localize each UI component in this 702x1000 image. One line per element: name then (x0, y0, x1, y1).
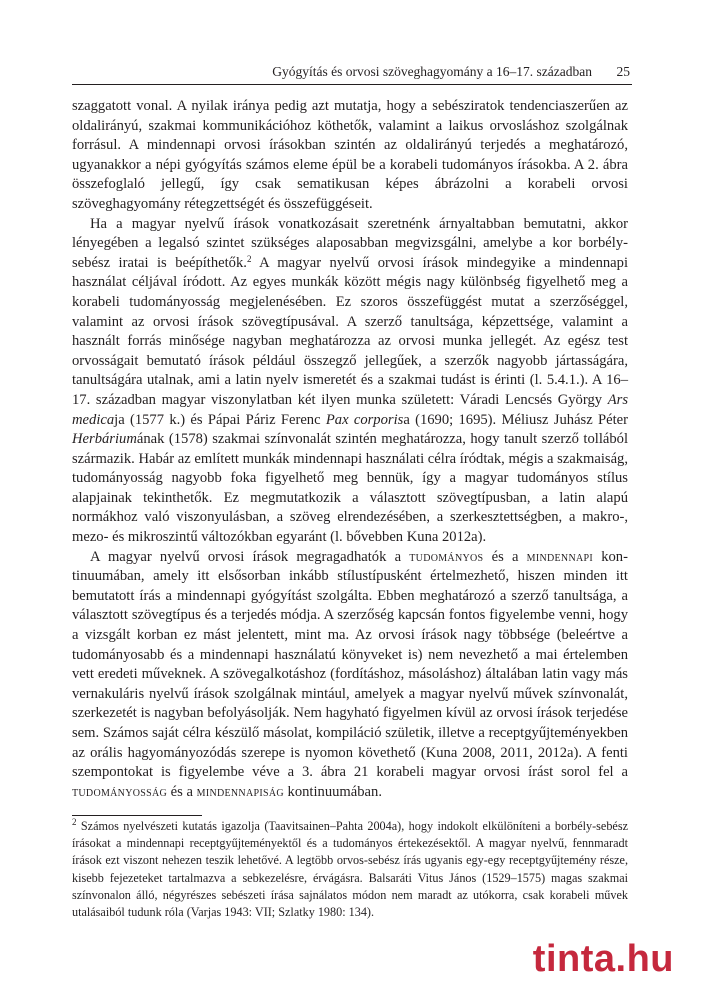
footnote-text: Számos nyelvészeti kutatás igazolja (Taavitsainen–Pahta 2004a), hogy indokolt elkülöníteni a borbély-sebész írásokat a mindennapi receptgyűjteményektől és a tudományos értekezésektől. A magyar nyelvű, fennmaradt írások ezt viszont nehezen teszik lehetővé. A legtöbb orvos-sebész írás ugyanis egy-egy receptgyűjtemény része, kisebb fejezeteket tartalmazva a sebkezelésre, érvágásra. Balsaráti Vitus János (1529–1575) magas szakmai színvonalon álló, négyrészes sebészeti írása sajnálatos módon nem maradt az utókorra, csak korabeli művek utalásaiból tudunk róla (Varjas 1943: VII; Szlatky 1980: 134). (72, 819, 628, 920)
paragraph-3-text-d: és a (167, 783, 197, 800)
term-mindennapi: mindennapi (526, 548, 593, 565)
paragraph-2-text-e: ának (1578) szakmai színvonalát szintén meghatározza, hogy tanult szerző tollából származik. Habár az említett munkák mindennapi használati célra íródtak, mégis a szakmaiság, tudományosság nagyobb foka figyelhető meg bennük, így a magyar tudományos stílus alapjainak tekinthetők. Ez megmutatkozik a választott szövegtípusban, a latin alapú normákhoz való viszonyulásban, a szöveg elrendezésében, a szerkesztettségben, a makro-, mezo- és mikroszintű változókban egyaránt (l. bővebben Kuna 2012a). (72, 431, 628, 546)
footnote-mark: 2 (72, 817, 77, 827)
title-herbarium: Herbárium (72, 431, 137, 448)
running-title: Gyógyítás és orvosi szöveghagyomány a 16–17. században (272, 64, 592, 79)
term-tudomanyossag: tudományosság (72, 783, 168, 800)
paragraph-2 (72, 215, 628, 548)
footnote (72, 818, 628, 921)
running-header (72, 62, 632, 85)
page-number: 25 (616, 64, 630, 79)
title-ars-medica: Ars medica (72, 391, 628, 428)
paragraph-3-text-c: kontinuumában, amely itt elsősorban inkább stílustípusként értelmezhető, hiszen minden itt bemutatott írás a mindennapi gyógyítást szolgálta. Ebben meghatározó a szerző tanultsága, a választott szövegtípus és a terjedés módja. A szerzőség kapcsán fontos figyelembe venni, hogy a vizsgált korban ez mást jelentett, mint ma. Az orvosi írások nagy többsége (beleértve a tudományosabb és a mindennapi használatú könyveket is) nem nevezhető a mai értelemben vett eredeti műveknek. A szövegalkotáshoz (fordításhoz, másoláshoz) általában latin vagy más vernakuláris nyelvű írások szolgálnak mintául, amelyek a magyar nyelvű művek színvonalát, szerkezetét is nagyban befolyásolják. Nem hagyható figyelmen kívül az orvosi írások terjedése sem. Számos saját célra készülő másolat, kompiláció születik, illetve a receptgyűjteményekben az orális hagyományozódás szerepe is nyomon követhető (Kuna 2008, 2011, 2012a). A fenti szempontokat is figyelembe véve a 3. ábra 21 korabeli magyar orvosi írást sorol fel a (72, 548, 628, 781)
paragraph-1: szaggatott vonal. A nyilak iránya pedig azt mutatja, hogy a sebésziratok tendenciaszerűen az oldalirányú, szakmai kommunikációhoz köthetők, valamint a laikus orvosláshoz szolgálnak forrásul. A mindennapi orvosi írásokban szintén az oldalirányú terjedés a meghatározó, ugyanakkor a népi gyógyítás számos eleme épül be a korabeli tudományos írásokba. A 2. ábra összefoglaló jellegű, így csak sematikusan képes ábrázolni a korabeli orvosi szöveghagyomány rétegzettségét és összefüggéseit. (72, 98, 628, 212)
footnote-reference[interactable]: 2 (246, 253, 252, 264)
paragraph-2-text-c: ja (1577 k.) és Pápai Páriz Ferenc (114, 411, 326, 428)
footnote-divider (72, 815, 202, 816)
paragraph-3 (72, 548, 628, 803)
paragraph-3-text-b: és a (483, 548, 527, 565)
term-tudomanyos: tudományos (409, 548, 484, 565)
term-mindennapisag: mindennapiság (196, 783, 284, 800)
watermark-logo: tinta.hu (532, 938, 674, 980)
paragraph-2-text-d: a (1690; 1695). Méliusz Juhász Péter (403, 411, 628, 428)
title-pax-corporis: Pax corporis (325, 411, 404, 428)
paragraph-2-text-a: Ha a magyar nyelvű írások vonatkozásait szeretnénk árnyaltabban bemutatni, akkor lényegében a legalsó szintet szükséges alaposabban megvizsgálni, amelybe a kor borbély-sebész iratai is beépíthetők. (72, 215, 628, 271)
main-text (72, 97, 628, 802)
paragraph-2-text-b: A magyar nyelvű orvosi írások mindegyike a mindennapi használat céljával íródott. Az egyes munkák között mégis nagy különbség figyelhető meg a korabeli tudományosság megjelenésében. Ez szoros összefüggést mutat a szerzőséggel, valamint az orvosi írások szövegtípusával. A szerző tanultsága, képzettsége, valamint a használt forrás minősége nagyban meghatározza az orvosi munka jellegét. Az egész test orvosságait bemutató írások például összegző jellegűek, a szerzők nagyobb jártasságára, tanultságára utalnak, ami a latin nyelv ismeretét és a szakmai tudást is érinti (l. 5.4.1.). A 16–17. században magyar viszonylatban két ilyen munka született: Váradi Lencsés György (72, 254, 628, 408)
paragraph-3-text-e: kontinuumában. (283, 783, 382, 800)
paragraph-3-text-a: A magyar nyelvű orvosi írások megragadhatók a (90, 548, 410, 565)
